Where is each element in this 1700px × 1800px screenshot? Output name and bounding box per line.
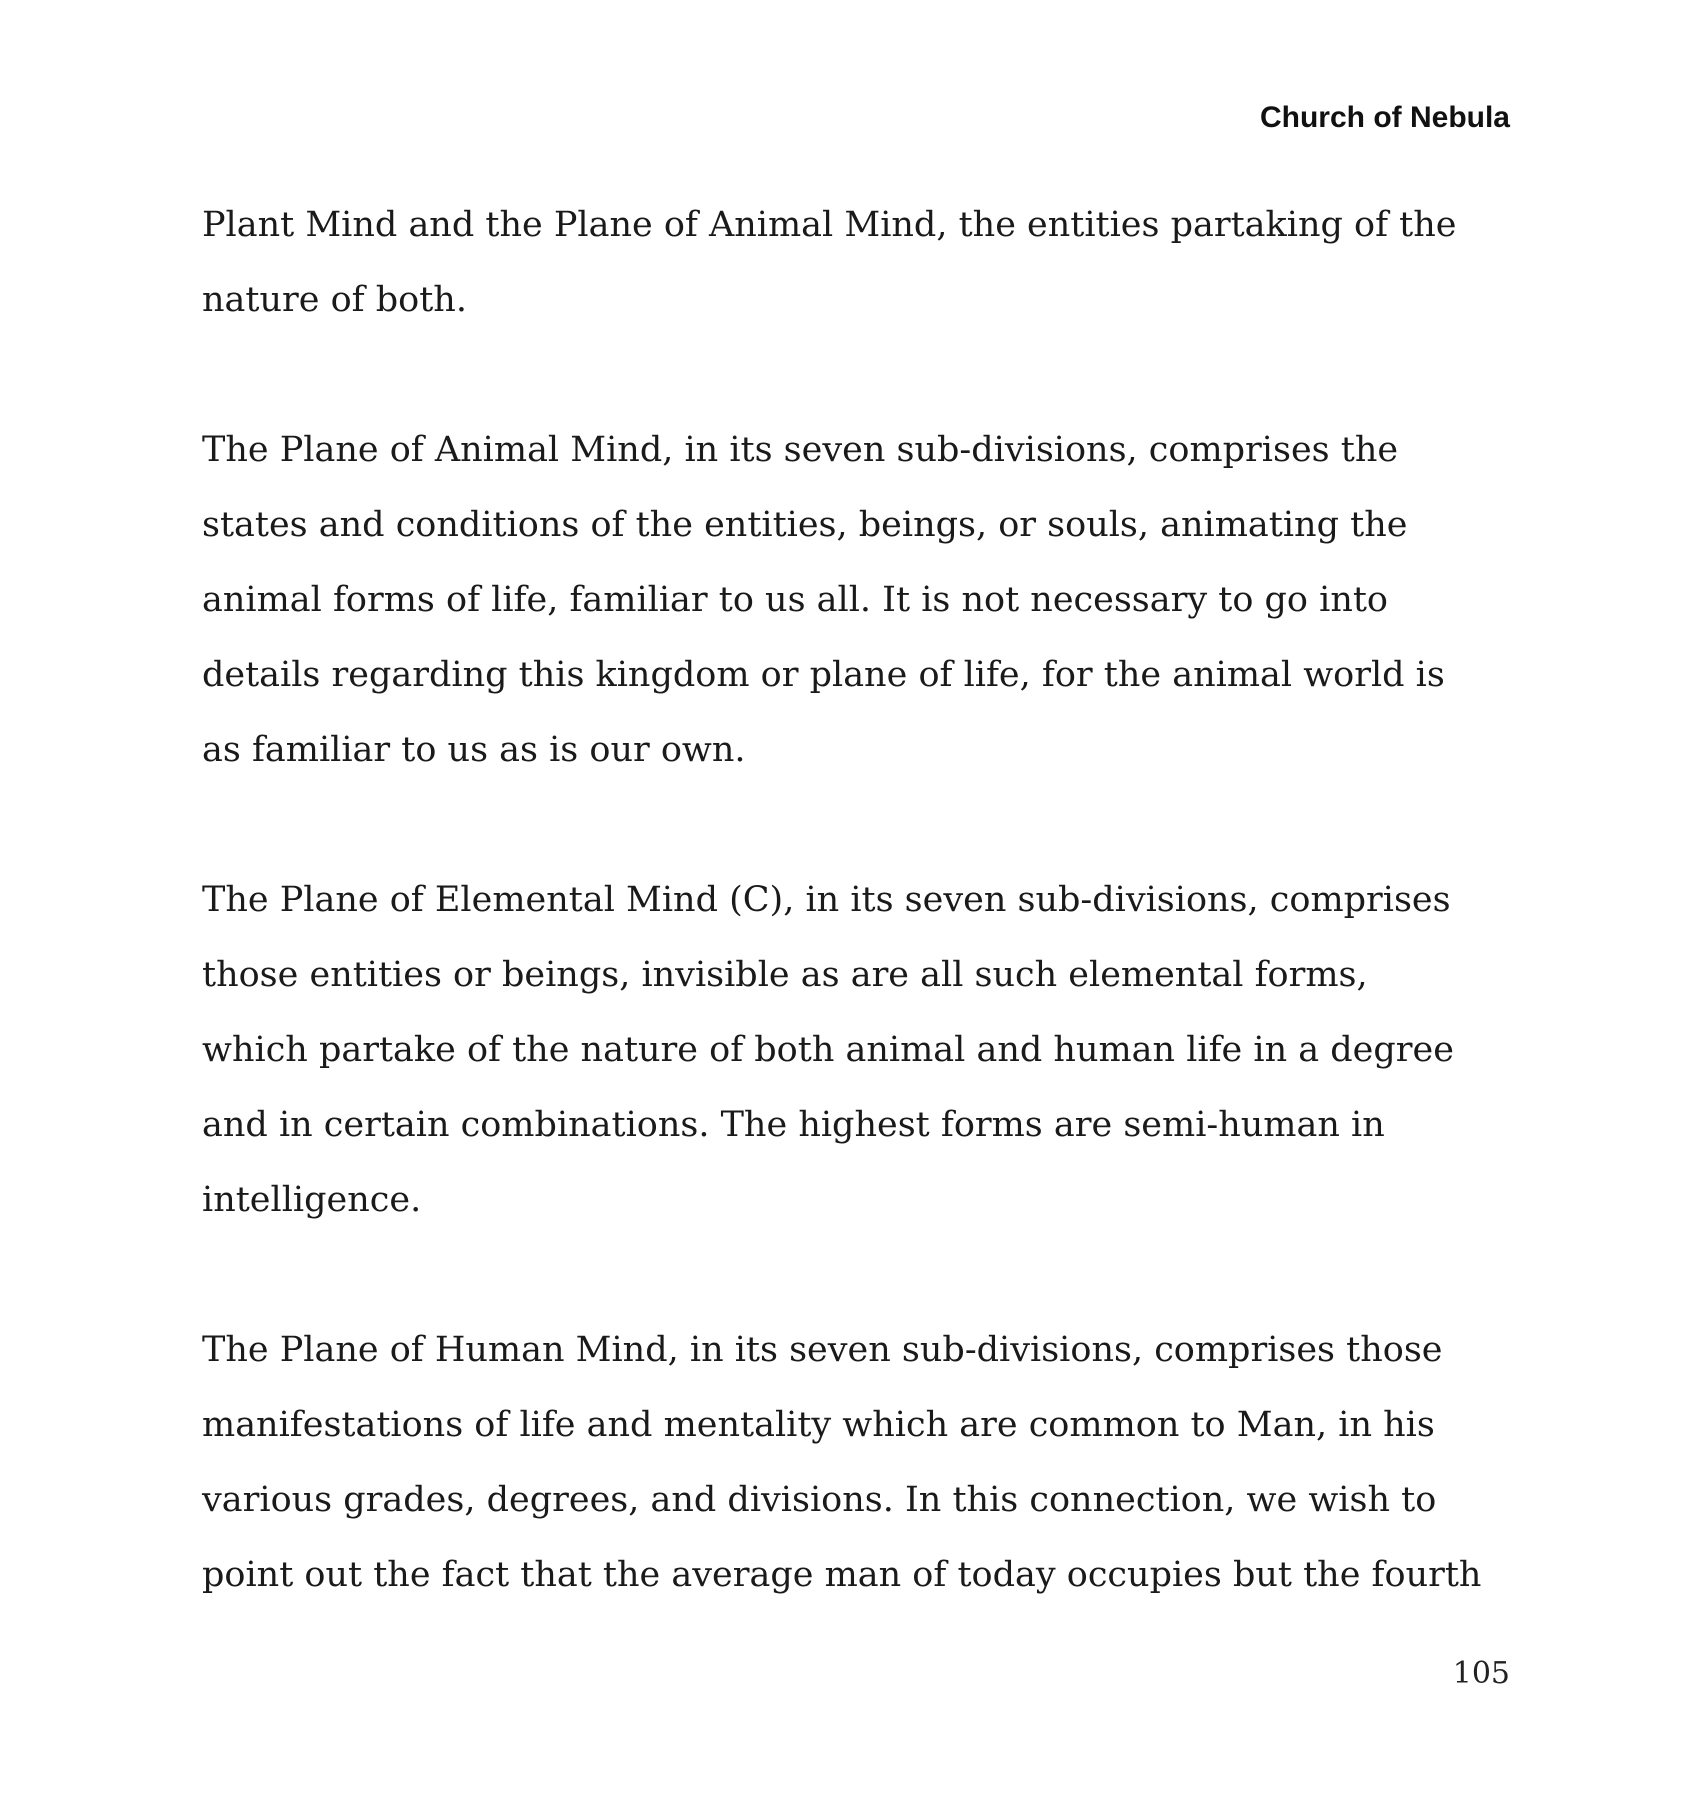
text-line: details regarding this kingdom or plane of life, for the animal world is [202,655,1445,695]
paragraph [202,413,1522,788]
text-line: those entities or beings, invisible as are all such elemental forms, [202,955,1368,995]
text-line: as familiar to us as is our own. [202,730,746,770]
text-line: states and conditions of the entities, beings, or souls, animating the [202,505,1408,545]
text-line: nature of both. [202,280,467,320]
text-line: The Plane of Human Mind, in its seven sub-divisions, comprises those [202,1330,1443,1370]
text-line: The Plane of Elemental Mind (C), in its seven sub-divisions, comprises [202,880,1451,920]
paragraph-gap [202,338,1522,413]
text-line: and in certain combinations. The highest forms are semi-human in [202,1105,1385,1145]
text-line: manifestations of life and mentality which are common to Man, in his [202,1405,1435,1445]
paragraph-gap [202,1238,1522,1313]
text-line: intelligence. [202,1180,422,1220]
text-line: The Plane of Animal Mind, in its seven sub-divisions, comprises the [202,430,1399,470]
text-line: which partake of the nature of both animal and human life in a degree [202,1030,1454,1070]
text-line: Plant Mind and the Plane of Animal Mind, the entities partaking of the [202,205,1457,245]
paragraph-gap [202,788,1522,863]
text-line: various grades, degrees, and divisions. In this connection, we wish to [202,1480,1437,1520]
text-line: point out the fact that the average man of today occupies but the fourth [202,1555,1482,1595]
paragraph [202,188,1522,338]
body-text [202,188,1522,1613]
paragraph [202,863,1522,1238]
text-line: animal forms of life, familiar to us all. It is not necessary to go into [202,580,1389,620]
page-number: 105 [1452,1656,1510,1691]
paragraph [202,1313,1522,1613]
running-header: Church of Nebula [1259,101,1510,134]
